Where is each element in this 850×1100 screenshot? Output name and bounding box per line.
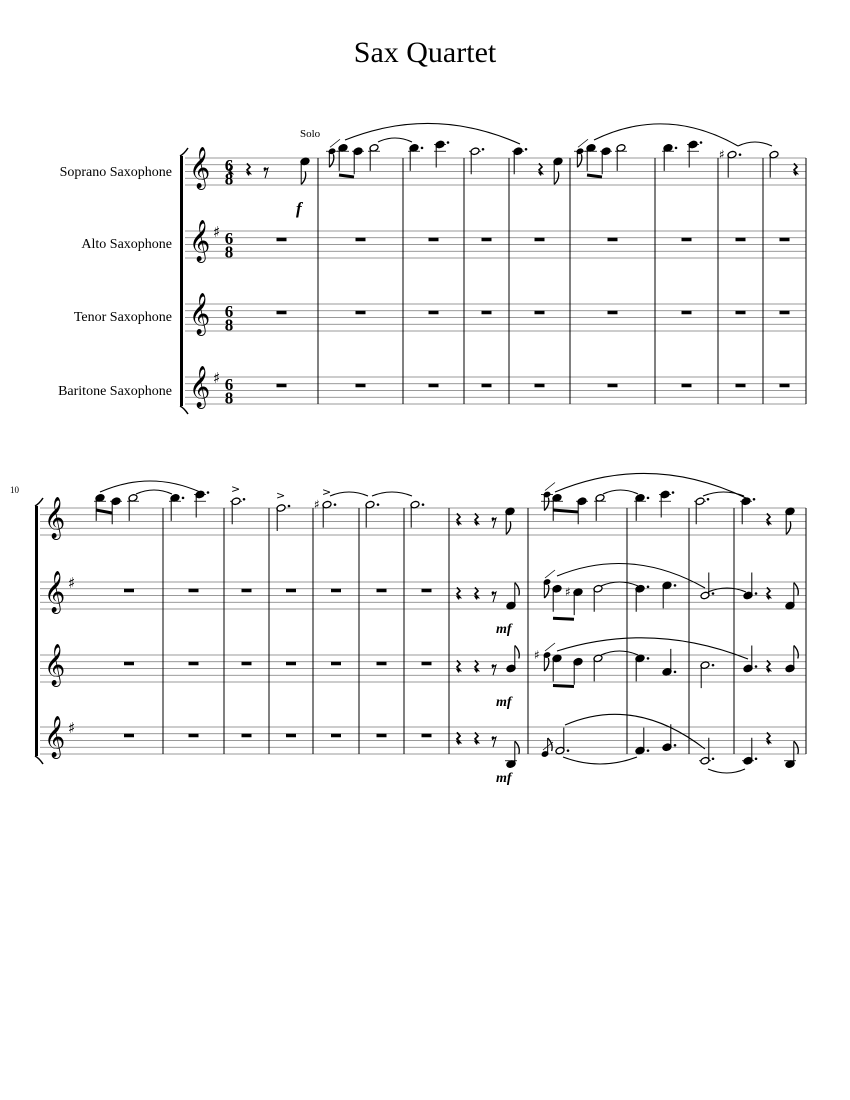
quarter-rest — [475, 513, 478, 525]
whole-rest — [124, 734, 134, 738]
accent-mark: > — [322, 485, 332, 499]
whole-rest — [286, 589, 296, 593]
augmentation-dot — [675, 147, 678, 150]
augmentation-dot — [421, 147, 424, 150]
whole-rest — [682, 311, 692, 315]
grace-slash — [545, 570, 555, 578]
sharp-accidental: ♯ — [719, 147, 725, 162]
augmentation-dot — [712, 592, 715, 595]
whole-rest — [286, 662, 296, 666]
whole-rest — [535, 238, 545, 242]
tie — [708, 769, 745, 773]
bracket-hook-bottom — [180, 406, 188, 414]
slur — [378, 138, 412, 142]
whole-rest — [124, 662, 134, 666]
whole-rest — [286, 734, 296, 738]
beam — [553, 686, 574, 687]
augmentation-dot — [482, 148, 485, 151]
slur — [557, 638, 748, 659]
instrument-label-soprano: Soprano Saxophone — [59, 165, 172, 180]
whole-rest — [422, 589, 432, 593]
slur — [372, 492, 412, 496]
whole-rest — [429, 384, 439, 388]
slur — [601, 582, 638, 586]
whole-rest — [608, 311, 618, 315]
treble-clef-icon: 𝄞 — [44, 716, 66, 758]
whole-rest — [189, 662, 199, 666]
whole-rest — [277, 311, 287, 315]
key-signature-sharp: ♯ — [213, 223, 221, 242]
dynamic-mezzo-forte-alto: mf — [496, 622, 512, 637]
quarter-rest — [767, 732, 770, 744]
treble-clef-icon: 𝄞 — [189, 220, 211, 262]
whole-rest — [331, 589, 341, 593]
solo-marking: Solo — [300, 128, 321, 140]
slur — [136, 490, 172, 494]
bracket-hook-top — [180, 148, 188, 156]
whole-rest — [736, 238, 746, 242]
accent-mark: > — [276, 489, 286, 502]
time-signature-numerator: 6 — [224, 374, 234, 394]
quarter-rest — [767, 660, 770, 672]
augmentation-dot — [712, 757, 715, 760]
grace-slash — [545, 643, 555, 651]
augmentation-dot — [674, 584, 677, 587]
whole-rest — [608, 384, 618, 388]
key-signature-sharp: ♯ — [68, 719, 76, 738]
note-flag — [577, 154, 582, 167]
quarter-rest — [475, 660, 478, 672]
beam — [587, 175, 602, 177]
slur — [555, 473, 746, 498]
time-signature-denominator: 8 — [224, 315, 234, 335]
quarter-rest — [475, 587, 478, 599]
slur — [601, 651, 638, 655]
grace-slash — [578, 139, 588, 147]
sharp-accidental: ♯ — [534, 648, 540, 662]
quarter-rest — [794, 163, 797, 175]
whole-rest — [482, 238, 492, 242]
beam — [96, 510, 112, 513]
whole-rest — [377, 734, 387, 738]
whole-rest — [482, 384, 492, 388]
key-signature-sharp: ♯ — [68, 574, 76, 593]
treble-clef-icon: 𝄞 — [189, 293, 211, 335]
augmentation-dot — [647, 585, 650, 588]
augmentation-dot — [647, 749, 650, 752]
augmentation-dot — [739, 153, 742, 156]
augmentation-dot — [707, 498, 710, 501]
note-flag — [544, 585, 549, 598]
whole-rest — [780, 238, 790, 242]
instrument-label-baritone: Baritone Saxophone — [58, 384, 172, 399]
quarter-rest — [767, 587, 770, 599]
whole-rest — [242, 734, 252, 738]
quarter-rest — [767, 513, 770, 525]
note-flag — [544, 498, 549, 511]
whole-rest — [189, 589, 199, 593]
time-signature-numerator: 6 — [224, 155, 234, 175]
whole-rest — [482, 311, 492, 315]
augmentation-dot — [672, 491, 675, 494]
whole-rest — [535, 384, 545, 388]
time-signature-numerator: 6 — [224, 228, 234, 248]
slur — [345, 123, 520, 144]
whole-rest — [429, 311, 439, 315]
whole-rest — [429, 238, 439, 242]
quarter-rest — [457, 587, 460, 599]
score-title: Sax Quartet — [353, 36, 497, 69]
whole-rest — [242, 662, 252, 666]
whole-rest — [189, 734, 199, 738]
augmentation-dot — [712, 664, 715, 667]
grace-slash — [330, 139, 340, 147]
note-flag — [515, 646, 520, 659]
time-signature-denominator: 8 — [224, 242, 234, 262]
augmentation-dot — [647, 497, 650, 500]
key-signature-sharp: ♯ — [213, 369, 221, 388]
dynamic-mezzo-forte-tenor: mf — [496, 695, 512, 710]
bracket-hook-bottom — [35, 756, 43, 764]
whole-rest — [682, 384, 692, 388]
augmentation-dot — [525, 148, 528, 151]
whole-rest — [608, 238, 618, 242]
augmentation-dot — [755, 592, 758, 595]
whole-rest — [535, 311, 545, 315]
augmentation-dot — [182, 497, 185, 500]
whole-rest — [356, 238, 366, 242]
whole-rest — [356, 311, 366, 315]
whole-rest — [242, 589, 252, 593]
whole-rest — [422, 662, 432, 666]
sharp-accidental: ♯ — [314, 497, 320, 512]
beam — [553, 618, 574, 619]
whole-rest — [736, 311, 746, 315]
instrument-label-alto: Alto Saxophone — [81, 237, 172, 252]
sharp-accidental: ♯ — [565, 585, 571, 600]
augmentation-dot — [567, 749, 570, 752]
quarter-rest — [247, 163, 250, 175]
treble-clef-icon: 𝄞 — [44, 644, 66, 686]
whole-rest — [331, 734, 341, 738]
tie — [563, 757, 637, 764]
slur — [330, 492, 368, 496]
augmentation-dot — [753, 498, 756, 501]
quarter-rest — [457, 660, 460, 672]
augmentation-dot — [674, 671, 677, 674]
whole-rest — [682, 238, 692, 242]
whole-rest — [377, 662, 387, 666]
bracket-hook-top — [35, 498, 43, 506]
treble-clef-icon: 𝄞 — [44, 497, 66, 539]
whole-rest — [377, 589, 387, 593]
slur — [603, 490, 638, 494]
whole-rest — [124, 589, 134, 593]
whole-rest — [356, 384, 366, 388]
quarter-rest — [475, 732, 478, 744]
augmentation-dot — [700, 141, 703, 144]
augmentation-dot — [334, 503, 337, 506]
whole-rest — [736, 384, 746, 388]
treble-clef-icon: 𝄞 — [44, 571, 66, 613]
augmentation-dot — [422, 503, 425, 506]
note-flag — [794, 646, 799, 659]
whole-rest — [422, 734, 432, 738]
treble-clef-icon: 𝄞 — [189, 147, 211, 189]
measure-number: 10 — [10, 485, 19, 495]
treble-clef-icon: 𝄞 — [189, 366, 211, 408]
augmentation-dot — [447, 141, 450, 144]
dynamic-mezzo-forte-baritone: mf — [496, 771, 512, 786]
whole-rest — [780, 311, 790, 315]
slur — [738, 142, 772, 146]
whole-rest — [331, 662, 341, 666]
system-bracket — [35, 506, 38, 756]
quarter-rest — [457, 732, 460, 744]
beam — [553, 510, 578, 512]
slur — [594, 124, 738, 146]
augmentation-dot — [207, 491, 210, 494]
slur — [557, 564, 705, 589]
time-signature-denominator: 8 — [224, 388, 234, 408]
time-signature-denominator: 8 — [224, 169, 234, 189]
whole-rest — [277, 384, 287, 388]
quarter-rest — [539, 163, 542, 175]
system-bracket — [180, 156, 183, 406]
augmentation-dot — [755, 665, 758, 668]
note-flag — [329, 154, 334, 167]
augmentation-dot — [755, 757, 758, 760]
dynamic-forte: f — [296, 199, 302, 218]
quarter-rest — [457, 513, 460, 525]
augmentation-dot — [377, 503, 380, 506]
augmentation-dot — [288, 505, 291, 508]
augmentation-dot — [647, 657, 650, 660]
accent-mark: > — [231, 482, 241, 496]
slur — [565, 714, 705, 749]
time-signature-numerator: 6 — [224, 301, 234, 321]
augmentation-dot — [674, 744, 677, 747]
whole-rest — [277, 238, 287, 242]
beam — [339, 175, 354, 177]
augmentation-dot — [243, 498, 246, 501]
grace-slash — [545, 483, 555, 491]
note-flag — [544, 658, 549, 671]
whole-rest — [780, 384, 790, 388]
instrument-label-tenor: Tenor Saxophone — [73, 310, 172, 325]
slur — [703, 492, 744, 496]
